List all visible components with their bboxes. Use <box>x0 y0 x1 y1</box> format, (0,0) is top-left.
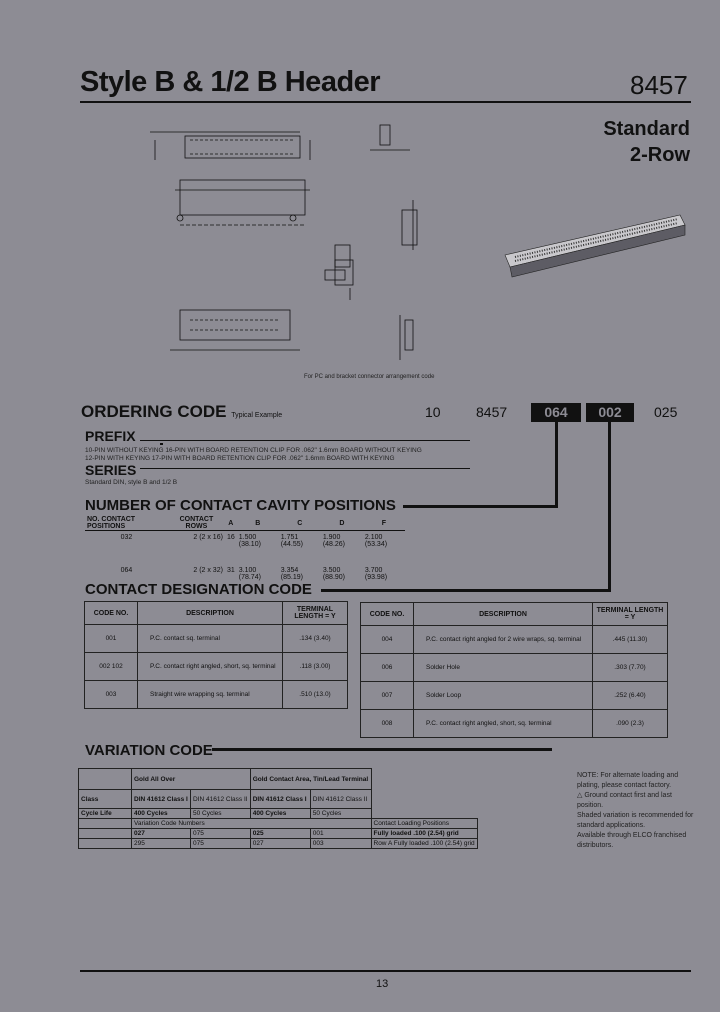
designation-table-left <box>84 601 348 709</box>
page-number: 13 <box>376 978 389 990</box>
designation-table-right <box>360 602 668 738</box>
table-row: Cycle Life 400 Cycles 50 Cycles 400 Cycles 50 Cycles <box>79 809 478 819</box>
ordering-code-label: ORDERING CODE <box>81 402 227 421</box>
table-row: 006 Solder Hole .303 (7.70) <box>361 654 668 682</box>
table-row: 003 Straight wire wrapping sq. terminal .510 (13.0) <box>85 681 348 709</box>
variation-class-label: Class <box>79 790 132 809</box>
prefix-line-1: 10-PIN WITHOUT KEYING 16-PIN WITH BOARD RETENTION CLIP FOR .062" 1.6mm BOARD WITHOUT KEYING <box>85 447 422 454</box>
code-part-designation: 002 <box>586 403 634 422</box>
designation-header-code: CODE NO. <box>85 602 138 625</box>
variation-cycle-label: Cycle Life <box>79 809 132 819</box>
cavity-header-c: C <box>279 516 321 531</box>
note-line-2: △ Ground contact first and last position. <box>577 792 672 809</box>
cavity-header-d: D <box>321 516 363 531</box>
warning-triangle-icon: △ <box>577 792 583 799</box>
table-row: 008 P.C. contact right angled, short, sq. terminal .090 (2.3) <box>361 710 668 738</box>
series-text: Standard DIN, style B and 1/2 B <box>85 479 178 486</box>
table-row: 027 075 025 001 Fully loaded .100 (2.54) grid <box>79 829 478 839</box>
technical-drawing <box>130 110 440 385</box>
table-row: 007 Solder Loop .252 (6.40) <box>361 682 668 710</box>
table-row: 002 102 P.C. contact right angled, short, sq. terminal .118 (3.00) <box>85 653 348 681</box>
prefix-title: PREFIX <box>85 428 136 444</box>
prefix-line-2: 12-PIN WITH KEYING 17-PIN WITH BOARD RETENTION CLIP FOR .062" 1.6mm BOARD WITH KEYING <box>85 455 395 462</box>
cavity-header-rows: CONTACT ROWS <box>168 516 225 531</box>
designation-header-code-2: CODE NO. <box>361 603 414 626</box>
code-part-series: 8457 <box>476 404 508 420</box>
table-row <box>79 819 478 829</box>
note-line-1: NOTE: For alternate loading and plating, please contact factory. <box>577 772 679 789</box>
variation-col-gold-all: Gold All Over <box>132 769 251 790</box>
variation-col-gold-area: Gold Contact Area, Tin/Lead Terminal <box>250 769 371 790</box>
code-part-prefix: 10 <box>425 404 441 420</box>
variation-title: VARIATION CODE <box>85 742 213 759</box>
cavity-title: NUMBER OF CONTACT CAVITY POSITIONS <box>85 497 396 514</box>
table-row: 004 P.C. contact right angled for 2 wire wraps, sq. terminal .445 (11.30) <box>361 626 668 654</box>
cavity-header-b: B <box>237 516 279 531</box>
ordering-code-subtitle: Typical Example <box>231 412 283 419</box>
designation-header-desc: DESCRIPTION <box>138 602 283 625</box>
part-number: 8457 <box>630 70 688 100</box>
footer-rule <box>80 970 691 972</box>
ground-contact-code: 102 <box>111 663 123 670</box>
table-row: 064 2 (2 x 32) 31 3.100 (78.74) 3.354 (85.19) 3.500 (88.90) 3.700 (93.98) <box>120 567 388 581</box>
product-type <box>603 116 690 168</box>
ordering-code-title <box>81 402 282 422</box>
page-title: Style B & 1/2 B Header <box>80 66 381 98</box>
header-rule <box>80 101 691 103</box>
variation-numbers-label: Variation Code Numbers <box>132 819 372 829</box>
variation-table <box>78 768 478 849</box>
subtitle-standard: Standard <box>603 118 690 140</box>
designation-title: CONTACT DESIGNATION CODE <box>85 581 312 598</box>
designation-header-length-2: TERMINAL LENGTH = Y <box>593 603 668 626</box>
table-row: 295 075 027 003 Row A Fully loaded .100 (2.54) grid <box>79 839 478 849</box>
table-row: 032 2 (2 x 16) 16 1.500 (38.10) 1.751 (44.55) 1.900 (48.26) 2.100 (53.34) <box>120 534 388 548</box>
cavity-header-positions: NO. CONTACT POSITIONS <box>85 516 168 531</box>
note-block <box>577 771 697 851</box>
note-line-3: Shaded variation is recommended for standard applications. <box>577 812 694 829</box>
code-part-positions: 064 <box>531 403 581 422</box>
table-row: 001 P.C. contact sq. terminal .134 (3.40) <box>85 625 348 653</box>
drawing-caption: For PC and bracket connector arrangement code <box>304 374 435 380</box>
subtitle-2row: 2-Row <box>630 144 690 166</box>
designation-header-desc-2: DESCRIPTION <box>414 603 593 626</box>
table-row: Class DIN 41612 Class I DIN 41612 Class II DIN 41612 Class I DIN 41612 Class II <box>79 790 478 809</box>
cavity-header-f: F <box>363 516 405 531</box>
note-line-4: Available through ELCO franchised distributors. <box>577 832 687 849</box>
connector-photo <box>500 195 690 290</box>
series-title: SERIES <box>85 462 137 478</box>
code-part-variation: 025 <box>654 404 678 420</box>
designation-header-length: TERMINAL LENGTH = Y <box>283 602 348 625</box>
variation-loading-label: Contact Loading Positions <box>371 819 478 829</box>
cavity-header-a: A <box>225 516 237 531</box>
